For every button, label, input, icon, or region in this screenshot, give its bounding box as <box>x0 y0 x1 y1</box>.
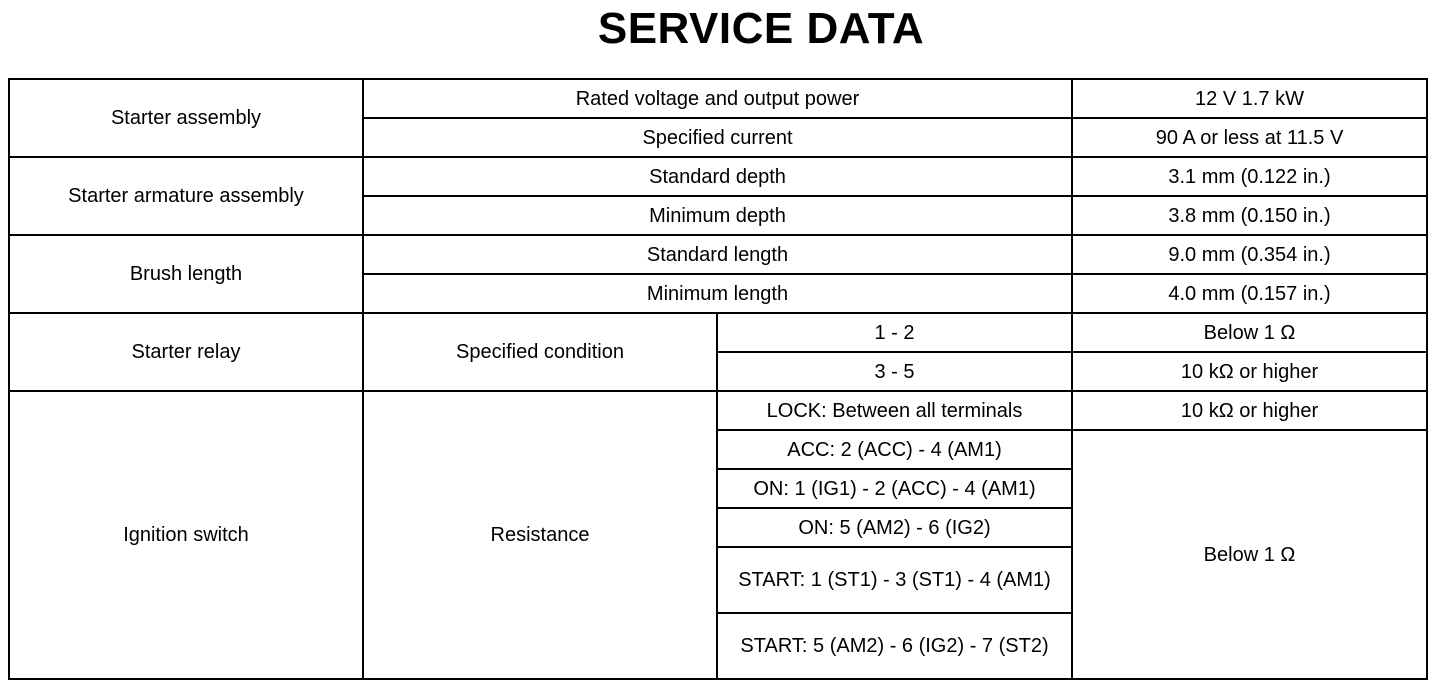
value-cell: 10 kΩ or higher <box>1072 352 1427 391</box>
table-row <box>9 235 1427 274</box>
value-cell: 4.0 mm (0.157 in.) <box>1072 274 1427 313</box>
spec-cell: Rated voltage and output power <box>363 79 1072 118</box>
row-label-armature: Starter armature assembly <box>9 157 363 235</box>
spec-cell: Specified current <box>363 118 1072 157</box>
value-cell: 90 A or less at 11.5 V <box>1072 118 1427 157</box>
terminal-cell: LOCK: Between all terminals <box>717 391 1072 430</box>
value-cell: Below 1 Ω <box>1072 430 1427 679</box>
table-row <box>9 313 1427 352</box>
row-label-relay: Starter relay <box>9 313 363 391</box>
value-cell: Below 1 Ω <box>1072 313 1427 352</box>
service-data-table <box>8 78 1428 680</box>
terminal-cell: START: 5 (AM2) - 6 (IG2) - 7 (ST2) <box>717 613 1072 679</box>
terminal-cell: ON: 5 (AM2) - 6 (IG2) <box>717 508 1072 547</box>
spec-cell: Minimum depth <box>363 196 1072 235</box>
table-row <box>9 79 1427 118</box>
value-cell: 3.1 mm (0.122 in.) <box>1072 157 1427 196</box>
terminal-cell: ACC: 2 (ACC) - 4 (AM1) <box>717 430 1072 469</box>
terminal-cell: 3 - 5 <box>717 352 1072 391</box>
condition-cell: Resistance <box>363 391 717 679</box>
terminal-cell: START: 1 (ST1) - 3 (ST1) - 4 (AM1) <box>717 547 1072 613</box>
row-label-starter-assembly: Starter assembly <box>9 79 363 157</box>
value-cell: 12 V 1.7 kW <box>1072 79 1427 118</box>
page-title: SERVICE DATA <box>597 4 925 53</box>
terminal-cell: ON: 1 (IG1) - 2 (ACC) - 4 (AM1) <box>717 469 1072 508</box>
spec-cell: Standard depth <box>363 157 1072 196</box>
terminal-cell: 1 - 2 <box>717 313 1072 352</box>
spec-cell: Minimum length <box>363 274 1072 313</box>
table-row <box>9 391 1427 430</box>
spec-cell: Standard length <box>363 235 1072 274</box>
value-cell: 9.0 mm (0.354 in.) <box>1072 235 1427 274</box>
value-cell: 10 kΩ or higher <box>1072 391 1427 430</box>
row-label-brush: Brush length <box>9 235 363 313</box>
table-row <box>9 157 1427 196</box>
condition-cell: Specified condition <box>363 313 717 391</box>
value-cell: 3.8 mm (0.150 in.) <box>1072 196 1427 235</box>
row-label-ignition: Ignition switch <box>9 391 363 679</box>
